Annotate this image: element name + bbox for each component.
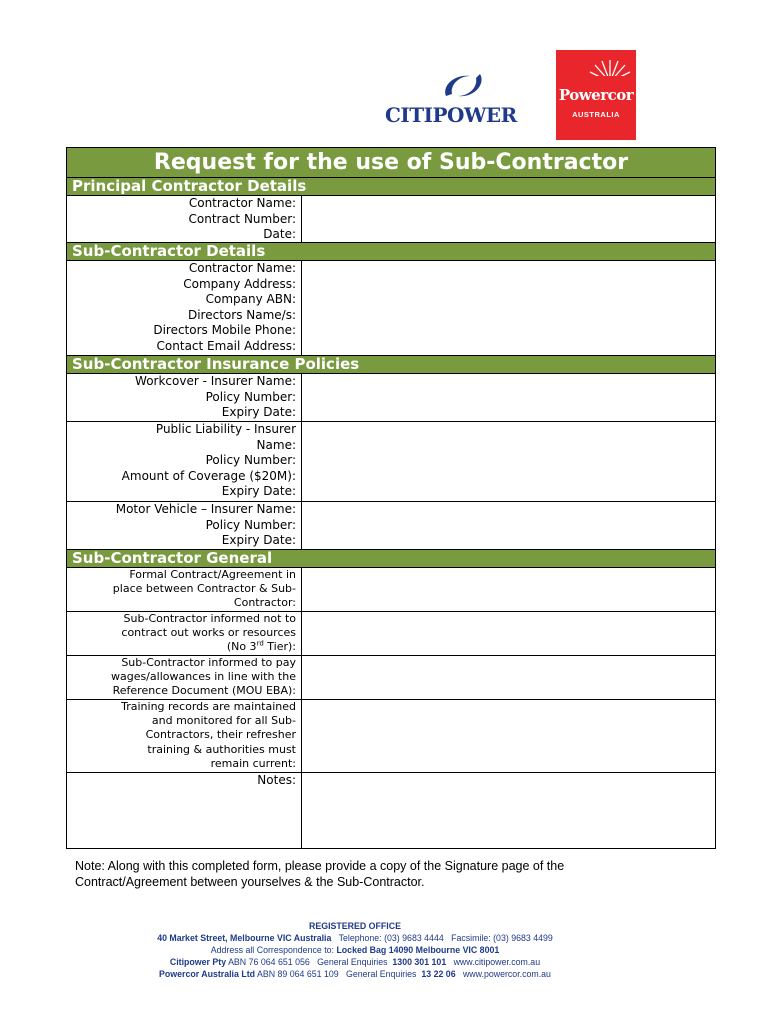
footer-registered-office (120, 920, 590, 980)
training-label-5: remain current: (210, 756, 296, 770)
mv-policy-label: Policy Number: (205, 517, 296, 532)
footer-locked-bag: Locked Bag 14090 Melbourne VIC 8001 (336, 945, 500, 955)
footer-facsimile: Facsimile: (03) 9683 4499 (451, 933, 553, 943)
pl-coverage-label: Amount of Coverage ($20M): (121, 468, 296, 483)
footer-line-4 (120, 968, 590, 980)
footer-address: 40 Market Street, Melbourne VIC Australia (157, 933, 332, 943)
no-third-tier-label (67, 612, 302, 655)
footer-citipower-abn: ABN 76 064 651 056 (228, 957, 310, 967)
powercor-subtitle: AUSTRALIA (572, 110, 620, 119)
no-third-tier-label-3 (67, 640, 296, 654)
wages-label-2: wages/allowances in line with the (110, 670, 296, 684)
notes-label: Notes: (67, 773, 302, 848)
principal-details-row (67, 196, 715, 243)
footer-correspondence-label: Address all Correspondence to: (210, 945, 334, 955)
footer-citipower-website[interactable]: www.citipower.com.au (453, 957, 541, 967)
training-label-1: Training records are maintained (121, 700, 296, 713)
wages-row (67, 656, 715, 700)
form-note (75, 858, 715, 890)
pl-expiry-label: Expiry Date: (221, 484, 296, 499)
no-third-tier-row (67, 612, 715, 656)
formal-contract-label-1: Formal Contract/Agreement in (129, 568, 296, 581)
request-form (66, 147, 716, 849)
training-field[interactable] (302, 700, 715, 772)
pl-insurer-label-1: Public Liability - Insurer (155, 422, 296, 436)
form-note-line-2: Contract/Agreement between yourselves & the Sub-Contractor. (75, 875, 425, 889)
sub-directors-label: Directors Name/s: (187, 307, 296, 322)
principal-date-label: Date: (263, 227, 296, 242)
training-label-2: and monitored for all Sub- (151, 714, 296, 728)
footer-powercor-abn: ABN 89 064 651 109 (257, 969, 339, 979)
header-logos (385, 50, 655, 140)
no-third-tier-sup: rd (256, 639, 264, 648)
no-third-tier-label-1: Sub-Contractor informed not to (123, 612, 296, 625)
citipower-logo (385, 72, 520, 132)
motor-vehicle-row (67, 502, 715, 550)
sub-details-field[interactable] (302, 261, 715, 355)
footer-powercor-name: Powercor Australia Ltd (159, 969, 256, 979)
formal-contract-field[interactable] (302, 568, 715, 611)
motor-vehicle-labels (67, 502, 302, 549)
section-insurance-heading: Sub-Contractor Insurance Policies (67, 356, 715, 374)
section-principal-heading: Principal Contractor Details (67, 178, 715, 196)
footer-line-2 (120, 944, 590, 956)
pl-insurer-label-2: Name: (256, 437, 296, 452)
form-title: Request for the use of Sub-Contractor (67, 148, 715, 178)
training-label-4: training & authorities must (147, 742, 296, 756)
footer-citipower-name: Citipower Pty (169, 957, 227, 967)
public-liability-row (67, 422, 715, 502)
footer-powercor-phone: 13 22 06 (421, 969, 456, 979)
training-label (67, 700, 302, 772)
footer-powercor-website[interactable]: www.powercor.com.au (462, 969, 551, 979)
footer-powercor-enquiries: General Enquiries (346, 969, 417, 979)
motor-vehicle-field[interactable] (302, 502, 715, 549)
training-label-3: Contractors, their refresher (145, 728, 296, 742)
sub-email-label: Contact Email Address: (156, 338, 296, 353)
workcover-expiry-label: Expiry Date: (221, 405, 296, 420)
workcover-insurer-label: Workcover - Insurer Name: (135, 374, 296, 388)
citipower-wordmark: CITIPOWER (385, 103, 517, 127)
workcover-policy-label: Policy Number: (205, 389, 296, 404)
footer-citipower-enquiries: General Enquiries (317, 957, 388, 967)
principal-number-label: Contract Number: (188, 211, 296, 226)
section-sub-heading: Sub-Contractor Details (67, 243, 715, 261)
no-third-tier-text-b: Tier): (263, 640, 296, 654)
sub-phone-label: Directors Mobile Phone: (153, 323, 296, 338)
wages-label (67, 656, 302, 699)
no-third-tier-field[interactable] (302, 612, 715, 655)
sub-labels (67, 261, 302, 355)
mv-insurer-label: Motor Vehicle – Insurer Name: (115, 502, 296, 516)
principal-details-field[interactable] (302, 196, 715, 242)
sub-details-row (67, 261, 715, 356)
principal-labels (67, 196, 302, 242)
workcover-row (67, 374, 715, 422)
no-third-tier-label-2: contract out works or resources (121, 626, 296, 640)
footer-line-1 (120, 932, 590, 944)
workcover-field[interactable] (302, 374, 715, 421)
formal-contract-row (67, 568, 715, 612)
sub-name-label: Contractor Name: (188, 261, 296, 275)
footer-heading: REGISTERED OFFICE (309, 921, 401, 931)
workcover-labels (67, 374, 302, 421)
formal-contract-label (67, 568, 302, 611)
footer-line-3 (120, 956, 590, 968)
citipower-swirl-icon (440, 72, 486, 100)
public-liability-field[interactable] (302, 422, 715, 501)
wages-label-3: Reference Document (MOU EBA): (112, 684, 296, 698)
formal-contract-label-2: place between Contractor & Sub- (112, 582, 296, 596)
notes-field[interactable] (302, 773, 715, 848)
sub-address-label: Company Address: (183, 276, 296, 291)
footer-citipower-phone: 1300 301 101 (392, 957, 447, 967)
formal-contract-label-3: Contractor: (233, 596, 296, 610)
training-row (67, 700, 715, 773)
powercor-sun-icon (586, 56, 634, 84)
pl-policy-label: Policy Number: (205, 453, 296, 468)
section-general-heading: Sub-Contractor General (67, 550, 715, 568)
sub-abn-label: Company ABN: (205, 292, 296, 307)
no-third-tier-text-a: (No 3 (226, 640, 257, 654)
powercor-wordmark: Powercor (558, 86, 634, 104)
public-liability-labels (67, 422, 302, 501)
principal-name-label: Contractor Name: (188, 196, 296, 210)
wages-label-1: Sub-Contractor informed to pay (121, 656, 296, 669)
powercor-logo (556, 50, 636, 140)
form-note-line-1: Note: Along with this completed form, please provide a copy of the Signature page of the (75, 859, 565, 873)
mv-expiry-label: Expiry Date: (221, 533, 296, 548)
footer-telephone: Telephone: (03) 9683 4444 (338, 933, 444, 943)
notes-row (67, 773, 715, 848)
wages-field[interactable] (302, 656, 715, 699)
